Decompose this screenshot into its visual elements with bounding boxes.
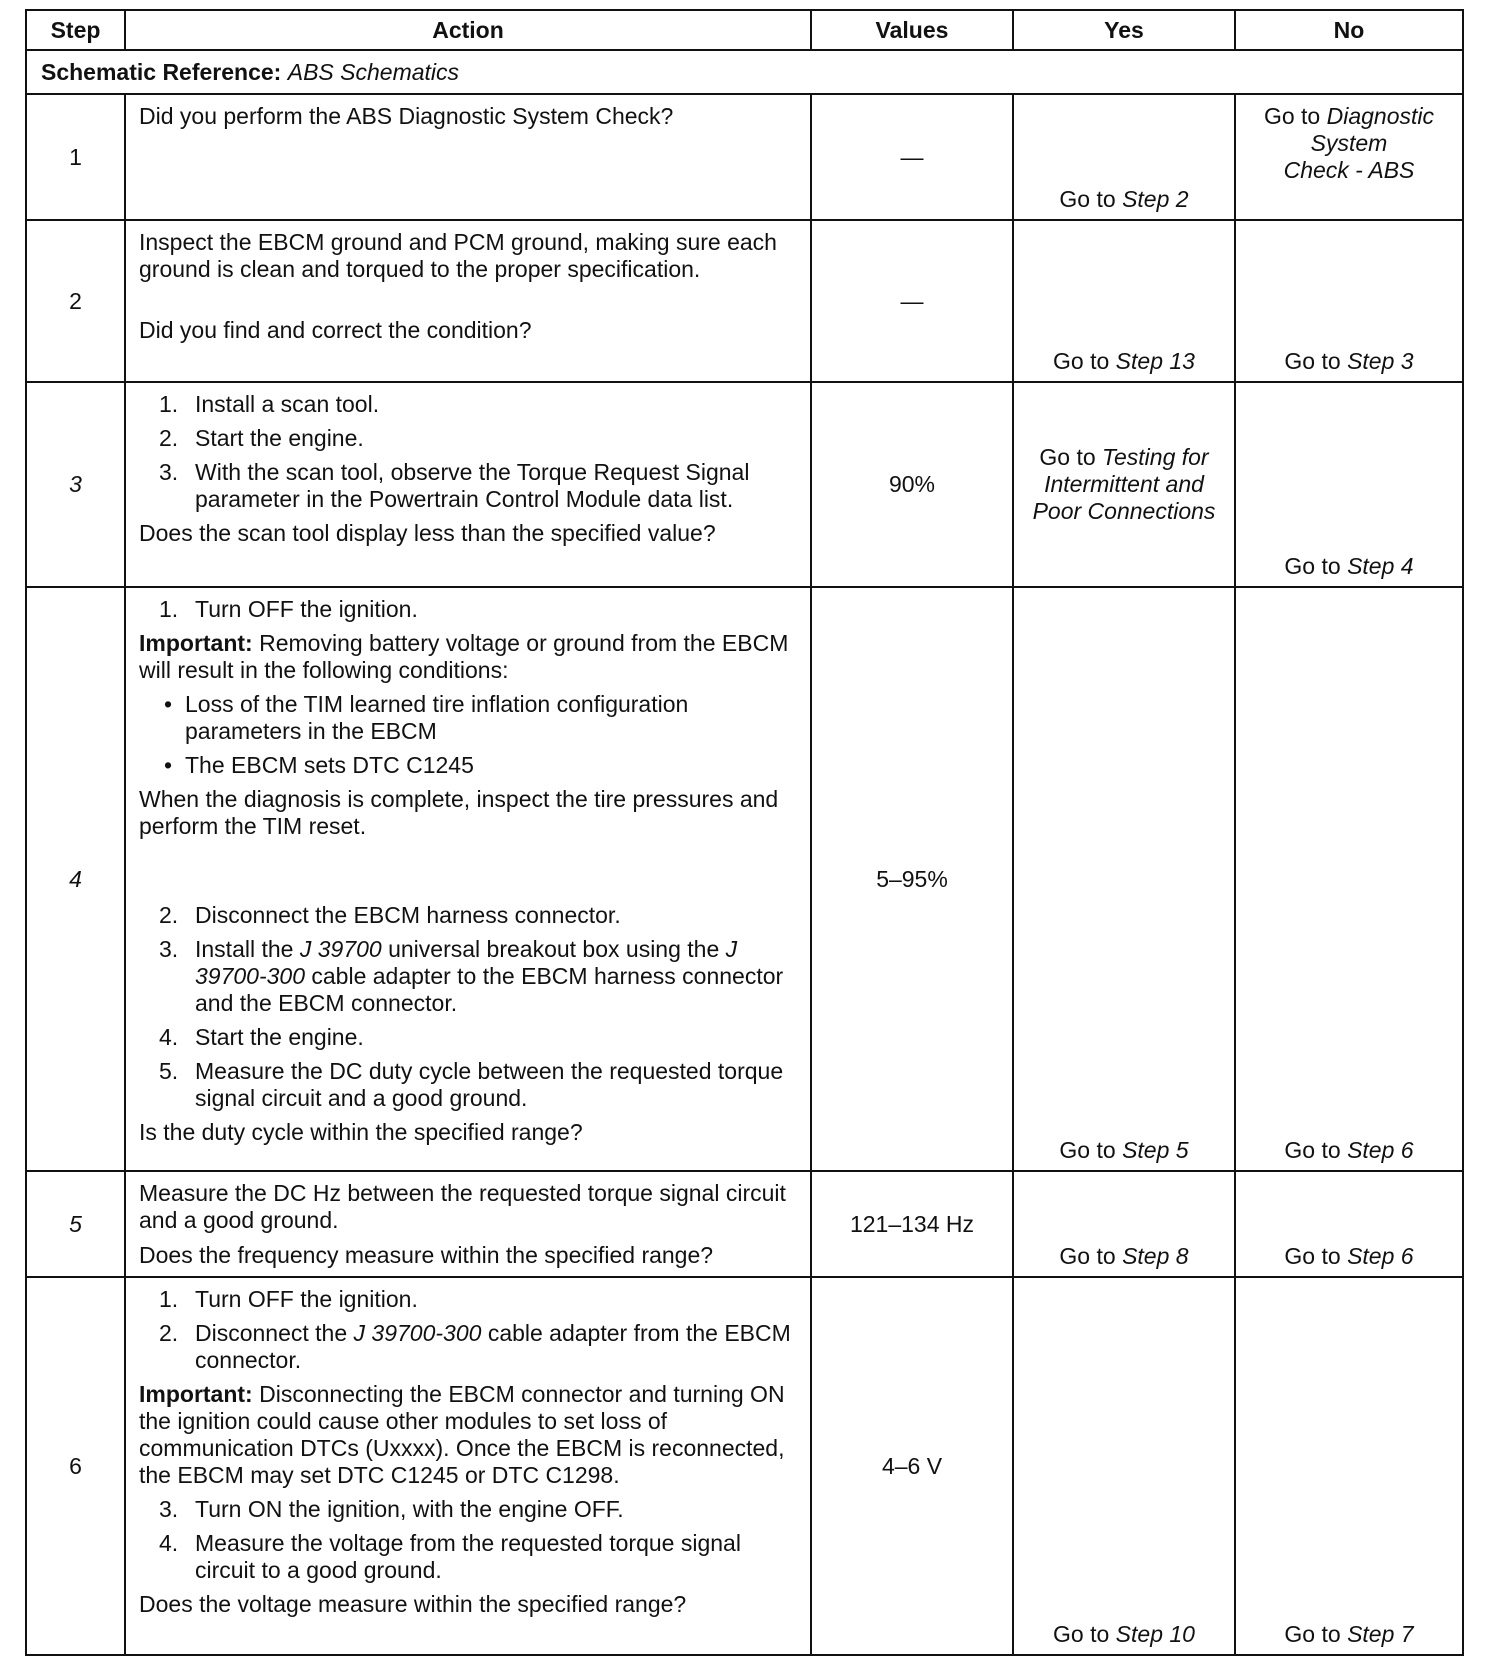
action-cell [125,1277,811,1655]
action-step: 1. Install a scan tool. [159,391,380,417]
action-question: Does the voltage measure within the specified range? [139,1591,687,1617]
step-row-2 [26,220,1463,382]
goto-label: Go to [1059,1137,1116,1163]
action-steps [139,1496,798,1584]
yes-cell [1013,587,1235,1171]
value-cell: 5–95% [811,587,1013,1171]
schematic-reference-link[interactable]: ABS Schematics [287,58,460,85]
value-cell: — [811,94,1013,220]
action-question: Did you find and correct the condition? [139,317,532,343]
no-target-line: System [1310,130,1388,156]
action-step: 1. Turn OFF the ignition. [159,1286,418,1312]
no-target: Step 4 [1347,553,1414,579]
goto-label: Go to [1059,186,1116,212]
goto-label: Go to [1059,1243,1116,1269]
action-step: 4. Start the engine. [159,1024,364,1050]
value-cell: 90% [811,382,1013,587]
condition-list [139,691,798,779]
yes-target: Step 2 [1122,186,1189,212]
yes-cell [1013,220,1235,382]
yes-target-line: Intermittent and [1044,471,1204,497]
no-cell [1235,587,1463,1171]
action-cell [125,220,811,382]
no-cell [1235,220,1463,382]
goto-label: Go to [1053,1621,1110,1647]
goto-label: Go to [1284,553,1341,579]
action-step: 3. Install the J 39700 universal breakout box using the J 39700-300 cable adapter to the EBCM harness connector and the EBCM connector. [159,936,784,1016]
important-note: Important: Disconnecting the EBCM connector and turning ON the ignition could cause other modules to set loss of communication DTCs (Uxxxx). Once the EBCM is reconnected, the EBCM may set DTC C1245 or DTC C1298. [139,1381,785,1488]
action-cell [125,587,811,1171]
value-cell: 121–134 Hz [811,1171,1013,1277]
action-question: Does the frequency measure within the specified range? [139,1242,714,1268]
condition-item: • The EBCM sets DTC C1245 [164,752,474,778]
goto-label: Go to [1053,348,1110,374]
step-row-1 [26,94,1463,220]
goto-label: Go to [1284,348,1341,374]
no-target: Step 3 [1347,348,1414,374]
action-steps [139,1286,798,1374]
no-target: Step 6 [1347,1137,1414,1163]
step-number: 1 [26,94,125,220]
yes-target: Step 10 [1115,1621,1195,1647]
yes-cell [1013,1171,1235,1277]
yes-target: Step 5 [1122,1137,1189,1163]
no-goto[interactable] [1236,1621,1462,1648]
value-cell: 4–6 V [811,1277,1013,1655]
action-cell [125,382,811,587]
step-row-4 [26,587,1463,1171]
action-text: Measure the DC Hz between the requested torque signal circuit and a good ground. [139,1180,786,1233]
diagnostic-table-sheet [25,9,1462,1656]
action-cell [125,1171,811,1277]
action-text: Inspect the EBCM ground and PCM ground, making sure each ground is clean and torqued to the proper specification. [139,229,777,282]
goto-label: Go to [1284,1137,1341,1163]
no-goto[interactable] [1236,95,1462,184]
tool-ref: J 39700-300 [195,936,738,989]
yes-target-line: Testing for [1102,444,1209,470]
step-number: 4 [26,587,125,1171]
tool-ref: J 39700 [299,936,382,962]
step-number: 5 [26,1171,125,1277]
yes-cell [1013,94,1235,220]
yes-goto[interactable] [1014,444,1234,525]
header-values: Values [811,10,1013,50]
yes-goto[interactable] [1014,186,1234,213]
header-no: No [1235,10,1463,50]
yes-cell [1013,1277,1235,1655]
action-steps [139,596,798,623]
header-yes: Yes [1013,10,1235,50]
goto-label: Go to [1284,1621,1341,1647]
header-action: Action [125,10,811,50]
goto-label: Go to [1263,103,1321,129]
no-cell [1235,1171,1463,1277]
tool-ref: J 39700-300 [353,1320,482,1346]
tim-reset-note: When the diagnosis is complete, inspect the tire pressures and perform the TIM reset. [139,786,779,839]
schematic-reference-row [26,50,1463,94]
no-goto[interactable] [1236,348,1462,375]
diagnostic-table [25,9,1464,1656]
yes-goto[interactable] [1014,1137,1234,1164]
header-row [26,10,1463,50]
step-number: 6 [26,1277,125,1655]
no-cell [1235,1277,1463,1655]
action-step: 3. With the scan tool, observe the Torque Request Signal parameter in the Powertrain Control Module data list. [159,459,750,512]
no-target-line: Check - ABS [1283,157,1415,183]
no-cell [1235,94,1463,220]
action-step: 2. Disconnect the J 39700-300 cable adapter from the EBCM connector. [159,1320,791,1373]
yes-goto[interactable] [1014,1243,1234,1270]
action-question: Does the scan tool display less than the specified value? [139,520,716,546]
action-question: Did you perform the ABS Diagnostic System Check? [139,103,674,129]
value-cell: — [811,220,1013,382]
no-goto[interactable] [1236,1243,1462,1270]
schematic-reference-label: Schematic Reference: [41,58,282,85]
action-step: 2. Start the engine. [159,425,364,451]
action-step: 3. Turn ON the ignition, with the engine OFF. [159,1496,624,1522]
action-step: 4. Measure the voltage from the requested torque signal circuit to a good ground. [159,1530,741,1583]
yes-target: Step 13 [1115,348,1195,374]
action-steps [139,391,798,513]
yes-cell [1013,382,1235,587]
no-target-line: Diagnostic [1326,103,1435,129]
action-step: 5. Measure the DC duty cycle between the requested torque signal circuit and a good ground. [159,1058,784,1111]
yes-target-line: Poor Connections [1032,498,1216,524]
no-target: Step 6 [1347,1243,1414,1269]
yes-goto[interactable] [1014,348,1234,375]
important-note: Important: Removing battery voltage or ground from the EBCM will result in the following conditions: [139,630,789,683]
no-goto[interactable] [1236,1137,1462,1164]
goto-label: Go to [1284,1243,1341,1269]
action-steps [139,902,798,1112]
step-row-6 [26,1277,1463,1655]
step-row-5 [26,1171,1463,1277]
action-step: 2. Disconnect the EBCM harness connector. [159,902,621,928]
yes-goto[interactable] [1014,1621,1234,1648]
no-goto[interactable] [1236,553,1462,580]
action-cell [125,94,811,220]
goto-label: Go to [1039,444,1096,470]
action-question: Is the duty cycle within the specified range? [139,1119,583,1145]
action-step: 1. Turn OFF the ignition. [159,596,418,622]
step-row-3 [26,382,1463,587]
step-number: 2 [26,220,125,382]
no-cell [1235,382,1463,587]
condition-item: • Loss of the TIM learned tire inflation configuration parameters in the EBCM [164,691,689,744]
no-target: Step 7 [1347,1621,1414,1647]
yes-target: Step 8 [1122,1243,1189,1269]
header-step: Step [26,10,125,50]
step-number: 3 [26,382,125,587]
schematic-reference [26,50,1463,94]
